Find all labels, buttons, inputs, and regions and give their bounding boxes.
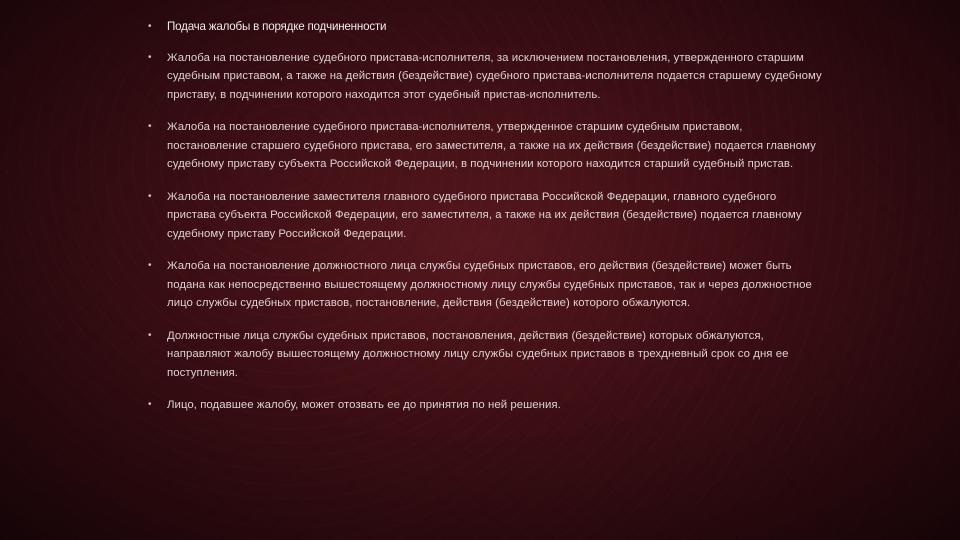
bullet-item bbox=[146, 118, 826, 174]
bullet-text: Должностные лица службы судебных приставов, постановления, действия (бездействие) которых обжалуются, направляют жалобу вышестоящему должностному лицу службы судебных приставов в трехдневный срок со дня ее поступления. bbox=[167, 329, 789, 379]
bullet-text: Жалоба на постановление судебного пристава-исполнителя, утвержденное старшим судебным приставом, постановление старшего судебного пристава, его заместителя, а также на их действия (бездействие) подается главному судебному приставу субъекта Российской Федерации, в подчинении которого находится старший судебный пристав. bbox=[167, 121, 816, 170]
bullet-text: Лицо, подавшее жалобу, может отозвать ее до принятия по ней решения. bbox=[167, 399, 561, 411]
bullet-marker: • bbox=[148, 329, 152, 341]
bullet-marker: • bbox=[148, 399, 152, 410]
bullet-marker: • bbox=[148, 51, 152, 63]
bullet-list bbox=[146, 18, 826, 415]
bullet-item bbox=[146, 396, 826, 415]
bullet-item bbox=[146, 188, 826, 244]
heading-text: Подача жалобы в порядке подчиненности bbox=[167, 20, 387, 33]
slide-heading bbox=[146, 18, 826, 37]
bullet-item bbox=[146, 327, 826, 383]
bullet-text: Жалоба на постановление должностного лица службы судебных приставов, его действия (бездействие) может быть подана как непосредственно вышестоящему должностному лицу службы судебных приставов, так и через должностное лицо службы судебных приставов, постановление, действия (бездействие) которого обжалуются. bbox=[167, 260, 812, 309]
bullet-item bbox=[146, 49, 826, 105]
bullet-text: Жалоба на постановление судебного пристава-исполнителя, за исключением постановления, утвержденного старшим судебным приставом, а также на действия (бездействие) судебного пристава-исполнителя подается старшему судебному приставу, в подчинении которого находится этот судебный пристав-исполнитель. bbox=[167, 51, 822, 101]
bullet-item bbox=[146, 257, 826, 313]
bullet-marker: • bbox=[148, 121, 152, 132]
slide-content bbox=[146, 18, 826, 429]
bullet-text: Жалоба на постановление заместителя главного судебного пристава Российской Федерации, главного судебного пристава субъекта Российской Федерации, его заместителя, а также на их действия (бездействие) подается главному судебному приставу Российской Федерации. bbox=[167, 190, 802, 240]
bullet-marker: • bbox=[148, 21, 152, 32]
bullet-marker: • bbox=[148, 190, 152, 202]
bullet-marker: • bbox=[148, 260, 152, 271]
